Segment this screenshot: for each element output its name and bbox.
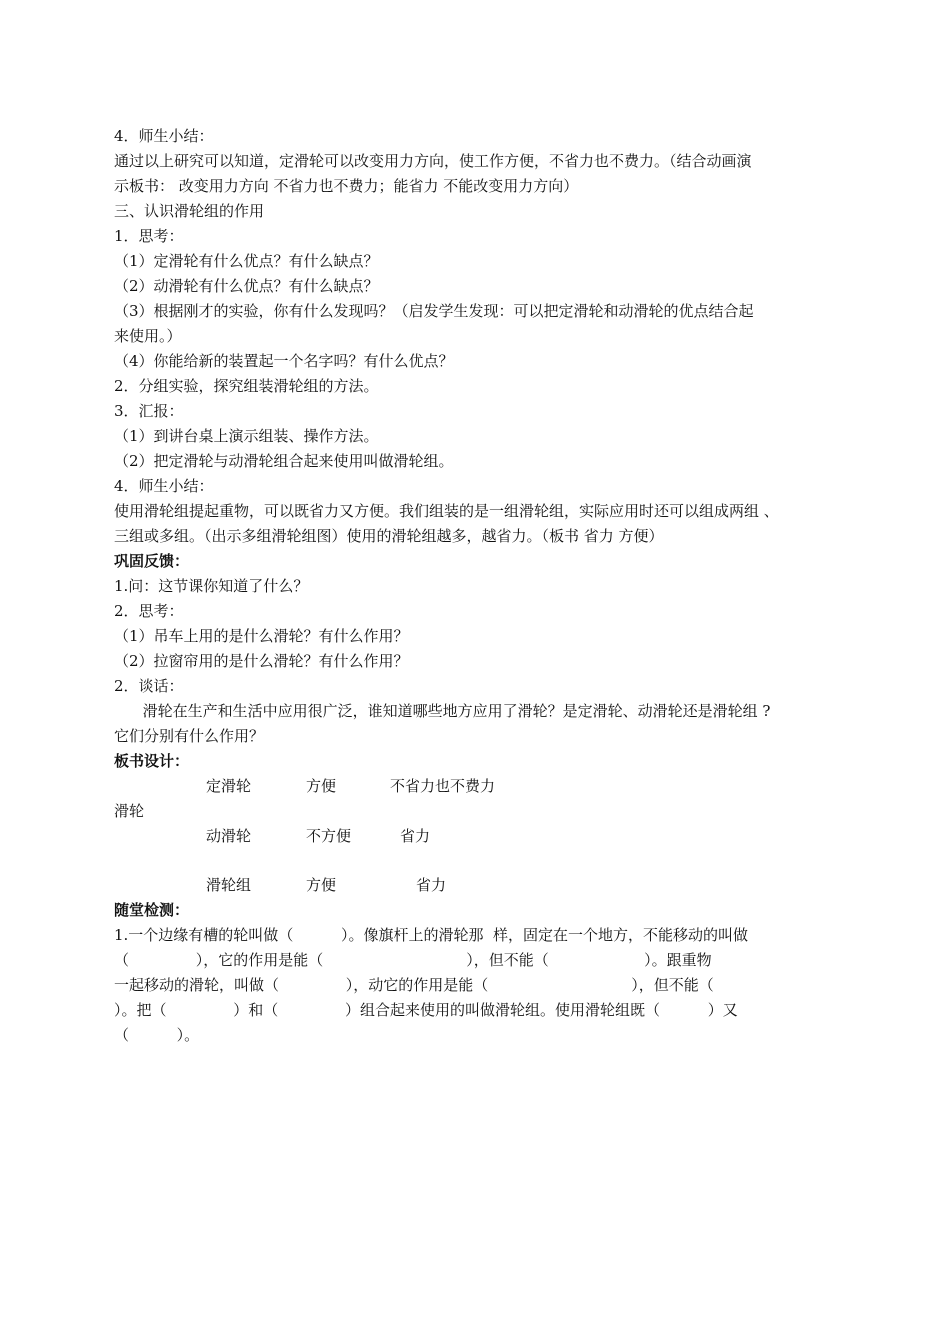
text-line: 通过以上研究可以知道，定滑轮可以改变用力方向，使工作方便，不省力也不费力。（结合动画演 [114,152,752,170]
board-cell: 省力 [416,876,447,894]
section-heading: 三、认识滑轮组的作用 [114,202,265,220]
board-cell: 动滑轮 [206,827,252,845]
text-line: 4．师生小结： [114,127,214,145]
quiz-line: 一起移动的滑轮，叫做（ ），动它的作用是能（ ），但不能（ [114,976,714,994]
text-line: （2）把定滑轮与动滑轮组合起来使用叫做滑轮组。 [114,452,454,470]
text-line: 2．分组实验，探究组装滑轮组的方法。 [114,377,379,395]
text-line: （3）根据刚才的实验，你有什么发现吗？（启发学生发现：可以把定滑轮和动滑轮的优点结合起 [114,302,754,320]
board-cell: 不省力也不费力 [390,777,496,795]
quiz-line: （ ）。 [114,1026,200,1044]
board-label: 滑轮 [114,802,145,820]
board-cell: 方便 [306,876,337,894]
text-line: 2．谈话： [114,677,184,695]
text-line: 来使用。） [114,327,182,345]
text-line: 滑轮在生产和生活中应用很广泛，谁知道哪些地方应用了滑轮？是定滑轮、动滑轮还是滑轮组 ? [114,702,771,720]
text-line: （1）到讲台桌上演示组装、操作方法。 [114,427,379,445]
text-line: 2．思考： [114,602,184,620]
text-line: （1）定滑轮有什么优点？有什么缺点？ [114,252,379,270]
section-heading-quiz: 随堂检测： [114,901,190,919]
text-line: 三组或多组。（出示多组滑轮组图）使用的滑轮组越多，越省力。（板书 省力 方便） [114,527,664,545]
text-line: （2）动滑轮有什么优点？有什么缺点？ [114,277,379,295]
quiz-line: 1.一个边缘有槽的轮叫做（ ）。像旗杆上的滑轮那 样，固定在一个地方，不能移动的叫做 [114,926,749,944]
text-line: （2）拉窗帘用的是什么滑轮？有什么作用？ [114,652,409,670]
text-line: 使用滑轮组提起重物，可以既省力又方便。我们组装的是一组滑轮组，实际应用时还可以组成两组 、 [114,502,779,520]
text-line: 它们分别有什么作用？ [114,727,265,745]
text-line: 1．思考： [114,227,184,245]
section-heading-feedback: 巩固反馈： [114,552,190,570]
board-cell: 方便 [306,777,337,795]
quiz-line: （ ），它的作用是能（ ），但不能（ ）。跟重物 [114,951,712,969]
section-heading-board: 板书设计： [114,752,190,770]
text-line: （1）吊车上用的是什么滑轮？有什么作用？ [114,627,409,645]
board-cell: 省力 [400,827,431,845]
board-cell: 定滑轮 [206,777,252,795]
text-line: 3．汇报： [114,402,184,420]
text-line: （4）你能给新的装置起一个名字吗？有什么优点？ [114,352,454,370]
board-cell: 不方便 [306,827,352,845]
quiz-line: ）。把（ ）和（ ）组合起来使用的叫做滑轮组。使用滑轮组既（ ）又 [114,1001,738,1019]
text-line: 4．师生小结： [114,477,214,495]
board-cell: 滑轮组 [206,876,252,894]
text-line: 1.问：这节课你知道了什么？ [114,577,309,595]
text-line: 示板书： 改变用力方向 不省力也不费力；能省力 不能改变用力方向） [114,177,579,195]
